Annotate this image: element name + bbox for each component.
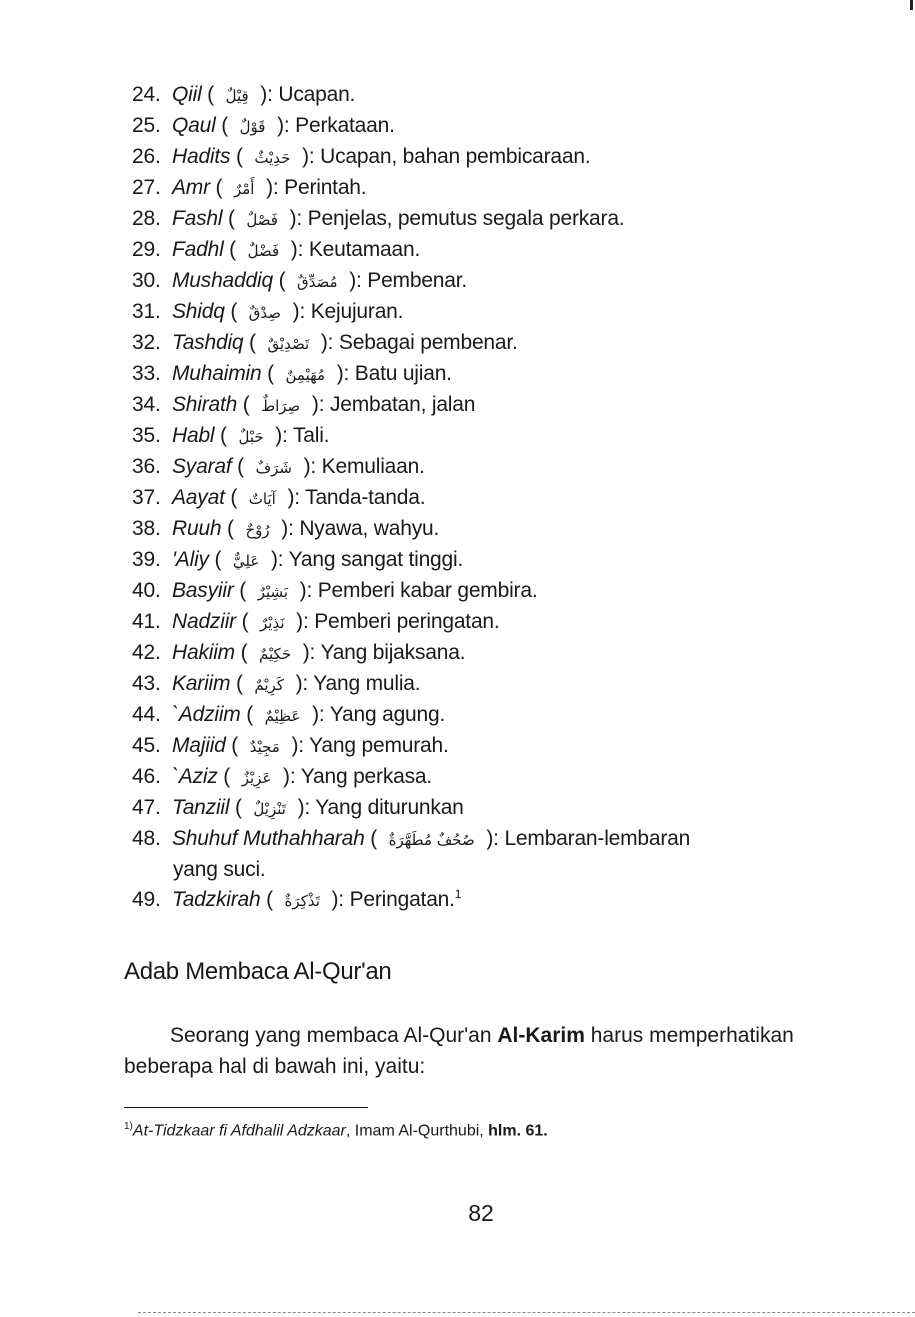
- item-number: 38.: [132, 517, 161, 540]
- item-number: 36.: [132, 455, 161, 478]
- item-meaning: Ucapan, bahan pembicaraan.: [320, 145, 591, 168]
- glossary-item: 32. Tashdiq ( تَصْدِيْقٌ ): Sebagai pembenar.: [132, 328, 832, 359]
- glossary-item: 28. Fashl ( فَصْلٌ ): Penjelas, pemutus segala perkara.: [132, 204, 832, 235]
- item-meaning: Penjelas, pemutus segala perkara.: [307, 207, 625, 230]
- item-meaning: Yang diturunkan: [315, 796, 464, 819]
- item-meaning: Tanda-tanda.: [305, 486, 426, 509]
- item-term: 'Aliy: [172, 548, 209, 571]
- item-arabic: صُحُفٌ مُطَهَّرَةٌ: [388, 831, 475, 849]
- item-number: 37.: [132, 486, 161, 509]
- item-term: Fashl: [172, 207, 223, 230]
- item-arabic: تَذْكِرَةٌ: [284, 892, 320, 910]
- item-meaning: Yang bijaksana.: [320, 641, 466, 664]
- item-term: Habl: [172, 424, 215, 447]
- item-arabic: حَبْلٌ: [238, 428, 264, 446]
- item-number: 27.: [132, 176, 161, 199]
- item-meaning: Pembenar.: [367, 269, 468, 292]
- item-meaning: Pemberi peringatan.: [314, 610, 500, 633]
- item-term: `Aziz: [172, 765, 218, 788]
- item-term: Majiid: [172, 734, 226, 757]
- item-arabic: بَشِيْرٌ: [257, 583, 289, 601]
- item-term: `Adziim: [172, 703, 241, 726]
- item-term: Mushaddiq: [172, 269, 273, 292]
- glossary-item: 49. Tadzkirah ( تَذْكِرَةٌ ): Peringatan.$^1$: [132, 885, 832, 916]
- item-term: Tadzkirah: [172, 888, 261, 911]
- item-number: 35.: [132, 424, 161, 447]
- item-arabic: تَنْزِيْلٌ: [253, 800, 286, 818]
- item-arabic: رُوْحٌ: [245, 521, 270, 539]
- footnote-mark: 1): [124, 1121, 133, 1132]
- glossary-item: 25. Qaul ( قَوْلٌ ): Perkataan.: [132, 111, 832, 142]
- item-arabic: قِيْلٌ: [225, 87, 249, 105]
- scan-mark: [910, 0, 913, 10]
- item-term: Tanziil: [172, 796, 230, 819]
- glossary-item: 46. `Aziz ( عَزِيْزٌ ): Yang perkasa.: [132, 762, 832, 793]
- glossary-item: 35. Habl ( حَبْلٌ ): Tali.: [132, 421, 832, 452]
- item-arabic: كَرِيْمٌ: [254, 676, 284, 694]
- item-number: 30.: [132, 269, 161, 292]
- item-meaning: Keutamaan.: [308, 238, 421, 261]
- item-number: 48.: [132, 827, 161, 850]
- item-term: Nadziir: [172, 610, 236, 633]
- item-meaning: Perintah.: [284, 176, 367, 199]
- item-number: 33.: [132, 362, 161, 385]
- glossary-item: 44. `Adziim ( عَظِيْمٌ ): Yang agung.: [132, 700, 832, 731]
- item-arabic: تَصْدِيْقٌ: [267, 335, 310, 353]
- glossary-item: 31. Shidq ( صِدْقٌ ): Kejujuran.: [132, 297, 832, 328]
- item-term: Shirath: [172, 393, 238, 416]
- item-arabic: فَضْلٌ: [247, 242, 280, 260]
- section-heading: Adab Membaca Al-Qur'an: [124, 958, 392, 985]
- item-meaning-continued: yang suci.: [173, 858, 266, 881]
- item-number: 24.: [132, 83, 161, 106]
- item-number: 39.: [132, 548, 161, 571]
- item-number: 29.: [132, 238, 161, 261]
- glossary-item: 40. Basyiir ( بَشِيْرٌ ): Pemberi kabar gembira.: [132, 576, 832, 607]
- item-arabic: صِرَاطٌ: [261, 397, 301, 415]
- item-arabic: آيَاتٌ: [248, 490, 276, 508]
- item-term: Kariim: [172, 672, 231, 695]
- glossary-item: 26. Hadits ( حَدِيْثٌ ): Ucapan, bahan pembicaraan.: [132, 142, 832, 173]
- item-arabic: عَظِيْمٌ: [264, 707, 301, 725]
- footnote-author: , Imam Al-Qurthubi,: [345, 1122, 489, 1140]
- item-term: Amr: [172, 176, 210, 199]
- glossary-list: [132, 80, 832, 916]
- para-bold-term: Al-Karim: [497, 1024, 585, 1047]
- footnote: [124, 1116, 548, 1142]
- item-number: 43.: [132, 672, 161, 695]
- item-meaning: Yang sangat tinggi.: [288, 548, 464, 571]
- item-number: 44.: [132, 703, 161, 726]
- section-paragraph: [124, 1020, 834, 1082]
- item-number: 49.: [132, 888, 161, 911]
- item-number: 45.: [132, 734, 161, 757]
- glossary-item: 42. Hakiim ( حَكِيْمٌ ): Yang bijaksana.: [132, 638, 832, 669]
- item-arabic: صِدْقٌ: [248, 304, 282, 322]
- glossary-item: 41. Nadziir ( نَذِيْرٌ ): Pemberi peringatan.: [132, 607, 832, 638]
- item-meaning: Yang mulia.: [313, 672, 421, 695]
- para-text-1: Seorang yang membaca Al-Qur'an: [170, 1024, 498, 1047]
- item-meaning: Pemberi kabar gembira.: [317, 579, 538, 602]
- glossary-item: 24. Qiil ( قِيْلٌ ): Ucapan.: [132, 80, 832, 111]
- footnote-reference: 1: [454, 887, 462, 901]
- item-meaning: Kemuliaan.: [321, 455, 425, 478]
- item-meaning: Lembaran-lembaran: [504, 827, 691, 850]
- item-term: Syaraf: [172, 455, 232, 478]
- item-meaning: Tali.: [292, 424, 330, 447]
- item-meaning: Kejujuran.: [310, 300, 404, 323]
- bottom-divider: [138, 1312, 915, 1313]
- footnote-divider: [124, 1107, 368, 1108]
- item-meaning: Yang agung.: [329, 703, 446, 726]
- page-number: 82: [468, 1200, 494, 1226]
- glossary-item: 36. Syaraf ( شَرَفٌ ): Kemuliaan.: [132, 452, 832, 483]
- item-number: 47.: [132, 796, 161, 819]
- item-meaning: Ucapan.: [278, 83, 356, 106]
- item-number: 42.: [132, 641, 161, 664]
- item-term: Aayat: [172, 486, 225, 509]
- glossary-item: 30. Mushaddiq ( مُصَدِّقٌ ): Pembenar.: [132, 266, 832, 297]
- item-term: Shuhuf Muthahharah: [172, 827, 365, 850]
- item-meaning: Perkataan.: [295, 114, 395, 137]
- item-number: 32.: [132, 331, 161, 354]
- item-meaning: Sebagai pembenar.: [338, 331, 518, 354]
- item-arabic: حَدِيْثٌ: [254, 149, 291, 167]
- item-number: 41.: [132, 610, 161, 633]
- glossary-item: 38. Ruuh ( رُوْحٌ ): Nyawa, wahyu.: [132, 514, 832, 545]
- item-number: 34.: [132, 393, 161, 416]
- glossary-item: 34. Shirath ( صِرَاطٌ ): Jembatan, jalan: [132, 390, 832, 421]
- para-text-2: harus memperhatikan beberapa hal di bawah ini, yaitu:: [124, 1024, 794, 1078]
- item-meaning: Peringatan.: [349, 888, 455, 911]
- item-meaning: Yang perkasa.: [300, 765, 433, 788]
- item-number: 26.: [132, 145, 161, 168]
- item-term: Shidq: [172, 300, 225, 323]
- item-arabic: مَجِيْدٌ: [249, 738, 280, 756]
- glossary-item: 29. Fadhl ( فَضْلٌ ): Keutamaan.: [132, 235, 832, 266]
- item-meaning: Yang pemurah.: [309, 734, 449, 757]
- item-arabic: عَلِيٌّ: [232, 552, 260, 570]
- item-term: Hadits: [172, 145, 231, 168]
- item-term: Fadhl: [172, 238, 224, 261]
- glossary-item: 39. 'Aliy ( عَلِيٌّ ): Yang sangat tinggi.: [132, 545, 832, 576]
- item-arabic: حَكِيْمٌ: [259, 645, 292, 663]
- item-arabic: مُصَدِّقٌ: [297, 273, 338, 291]
- item-meaning: Batu ujian.: [354, 362, 452, 385]
- item-term: Muhaimin: [172, 362, 262, 385]
- item-meaning: Nyawa, wahyu.: [299, 517, 440, 540]
- item-term: Tashdiq: [172, 331, 244, 354]
- glossary-item: 27. Amr ( أَمْرٌ ): Perintah.: [132, 173, 832, 204]
- glossary-item: 43. Kariim ( كَرِيْمٌ ): Yang mulia.: [132, 669, 832, 700]
- item-number: 31.: [132, 300, 161, 323]
- glossary-item: 37. Aayat ( آيَاتٌ ): Tanda-tanda.: [132, 483, 832, 514]
- item-number: 40.: [132, 579, 161, 602]
- item-meaning: Jembatan, jalan: [329, 393, 476, 416]
- footnote-page: hlm. 61.: [488, 1122, 548, 1140]
- item-term: Basyiir: [172, 579, 234, 602]
- glossary-item: 45. Majiid ( مَجِيْدٌ ): Yang pemurah.: [132, 731, 832, 762]
- item-term: Qiil: [172, 83, 202, 106]
- glossary-item: 48. Shuhuf Muthahharah ( صُحُفٌ مُطَهَّرَةٌ ): Lembaran-lembaran yang suci.: [132, 824, 832, 885]
- item-arabic: عَزِيْزٌ: [241, 769, 272, 787]
- footnote-title: At-Tidzkaar fi Afdhalil Adzkaar: [132, 1122, 346, 1140]
- item-term: Hakiim: [172, 641, 235, 664]
- item-term: Qaul: [172, 114, 216, 137]
- item-arabic: قَوْلٌ: [239, 118, 266, 136]
- item-term: Ruuh: [172, 517, 222, 540]
- item-arabic: شَرَفٌ: [255, 459, 292, 477]
- glossary-item: 47. Tanziil ( تَنْزِيْلٌ ): Yang diturunkan: [132, 793, 832, 824]
- item-arabic: مُهَيْمِنٌ: [285, 366, 326, 384]
- item-number: 25.: [132, 114, 161, 137]
- item-arabic: فَصْلٌ: [246, 211, 278, 229]
- item-arabic: أَمْرٌ: [233, 180, 255, 198]
- item-arabic: نَذِيْرٌ: [260, 614, 285, 632]
- item-number: 28.: [132, 207, 161, 230]
- item-number: 46.: [132, 765, 161, 788]
- glossary-item: 33. Muhaimin ( مُهَيْمِنٌ ): Batu ujian.: [132, 359, 832, 390]
